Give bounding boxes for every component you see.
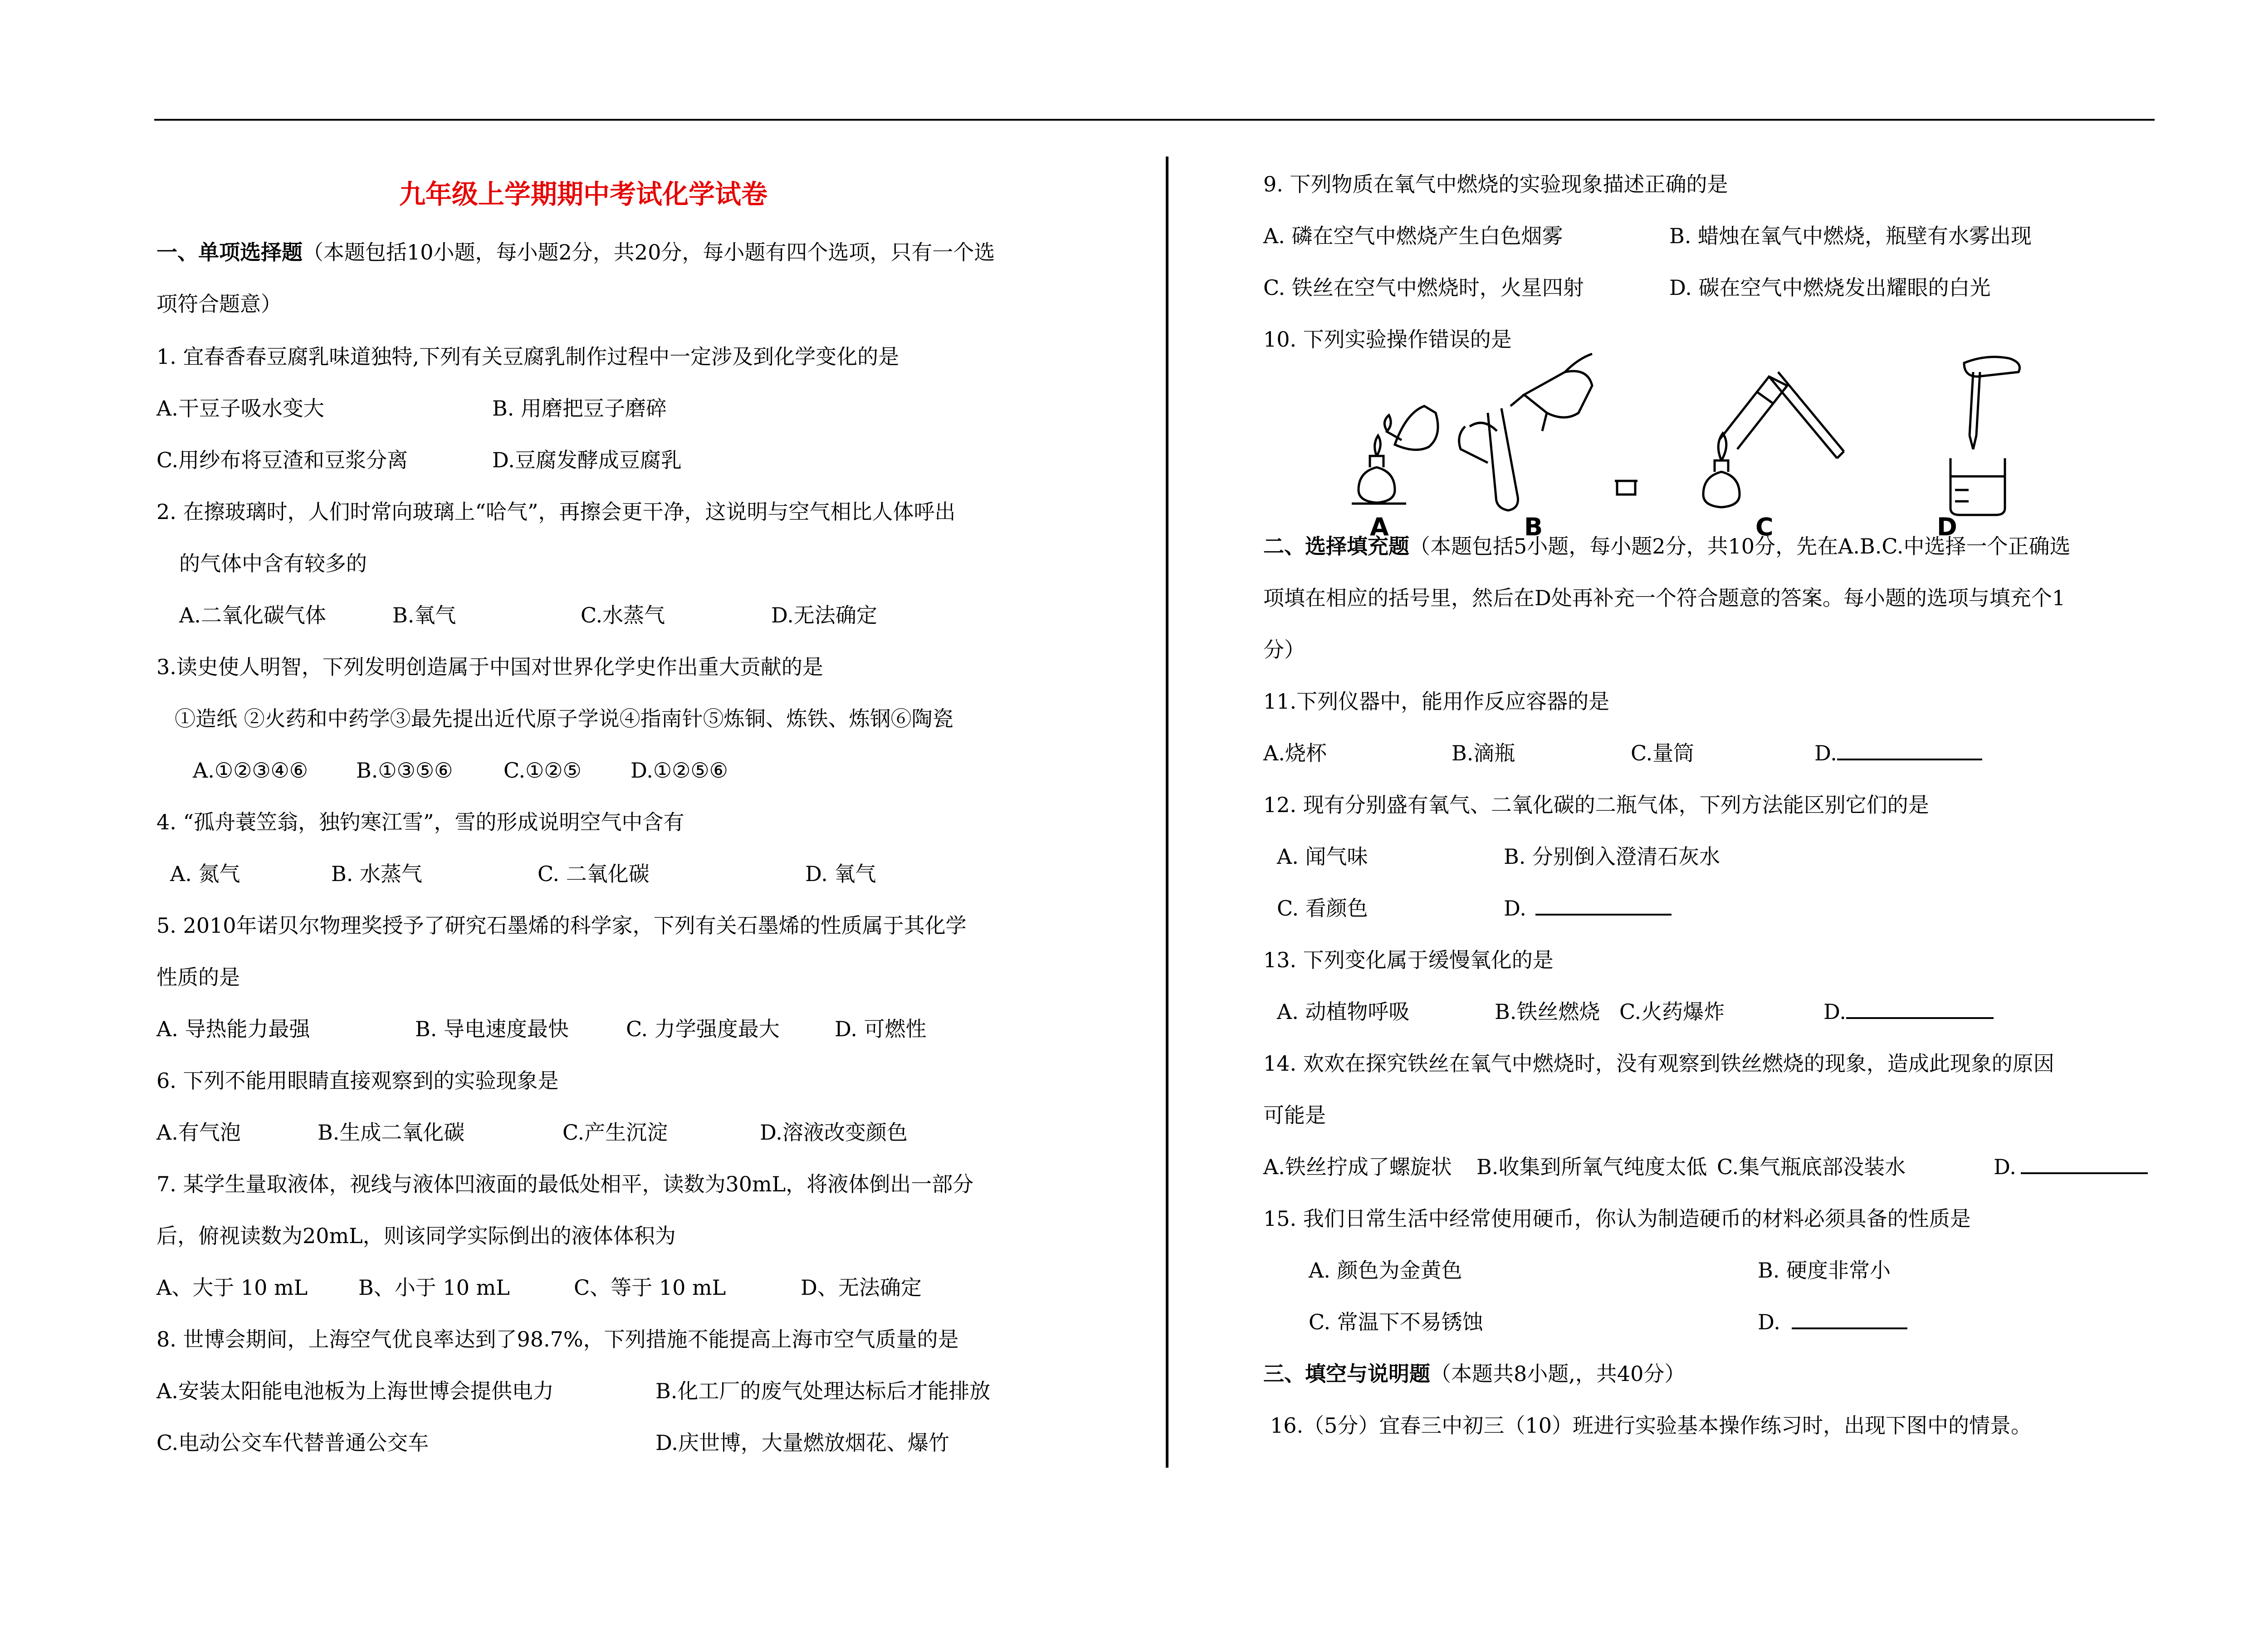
figure-label-c: C: [1755, 513, 1774, 540]
q12-answer-blank[interactable]: [1535, 896, 1672, 916]
q1-option-b: B. 用磨把豆子磨碎: [492, 396, 667, 421]
q12-option-a: A. 闻气味: [1277, 844, 1368, 869]
q12-option-c: C. 看颜色: [1277, 896, 1368, 921]
q2-option-c: C.水蒸气: [581, 603, 665, 627]
section1-heading-line: [156, 239, 995, 266]
q5-option-a: A. 导热能力最强: [156, 1017, 310, 1041]
q4-option-d: D. 氧气: [805, 862, 876, 886]
figure-a-alcohol-lamps: [1352, 406, 1438, 504]
q9-option-a: A. 磷在空气中燃烧产生白色烟雾: [1263, 224, 1563, 248]
figure-b-pouring-liquid: [1459, 354, 1637, 510]
q13-answer-blank[interactable]: [1846, 999, 1994, 1019]
q7-stem-2: 后，俯视读数为20mL，则该同学实际倒出的液体体积为: [156, 1224, 676, 1248]
q11-option-a: A.烧杯: [1263, 741, 1327, 765]
q14-answer-blank[interactable]: [2021, 1154, 2148, 1174]
q3-stem: 3.读史使人明智，下列发明创造属于中国对世界化学史作出重大贡献的是: [156, 655, 823, 679]
q3-items: ①造纸 ②火药和中药学③最先提出近代原子学说④指南针⑤炼铜、炼铁、炼钢⑥陶瓷: [175, 706, 953, 731]
q10-stem: 10. 下列实验操作错误的是: [1263, 327, 1512, 352]
q4-option-a: A. 氮气: [170, 862, 240, 886]
q11-option-b: B.滴瓶: [1452, 741, 1515, 765]
q13-option-c: C.火药爆炸: [1619, 999, 1725, 1024]
q1-option-c: C.用纱布将豆渣和豆浆分离: [156, 448, 408, 472]
q15-option-a: A. 颜色为金黄色: [1309, 1258, 1462, 1283]
q6-option-a: A.有气泡: [156, 1120, 241, 1145]
top-rule: [154, 119, 2155, 121]
q10-lab-figure: [1352, 345, 2059, 540]
q2-stem-1: 2. 在擦玻璃时，人们时常向玻璃上“哈气”，再擦会更干净，这说明与空气相比人体呼出: [156, 500, 956, 524]
q3-option-a: A.①②③④⑥: [193, 758, 308, 783]
q15-option-d: [1758, 1308, 1907, 1336]
q9-option-d: D. 碳在空气中燃烧发出耀眼的白光: [1669, 275, 1991, 300]
q1-stem: 1. 宜春香春豆腐乳味道独特,下列有关豆腐乳制作过程中一定涉及到化学变化的是: [156, 344, 899, 369]
q15-option-d-label: D.: [1758, 1310, 1780, 1334]
section2-heading-line: [1263, 533, 2071, 560]
q11-option-d: [1814, 740, 1982, 767]
q14-option-d-label: D.: [1994, 1155, 2016, 1179]
section3-heading-line: [1263, 1360, 1685, 1387]
section3-desc: （本题共8小题,，共40分）: [1430, 1362, 1686, 1386]
section1-desc: （本题包括10小题，每小题2分，共20分，每小题有四个选项，只有一个选: [303, 240, 995, 264]
q14-stem-1: 14. 欢欢在探究铁丝在氧气中燃烧时，没有观察到铁丝燃烧的现象，造成此现象的原因: [1263, 1051, 2054, 1076]
q5-stem-2: 性质的是: [156, 965, 240, 989]
q2-stem-2: 的气体中含有较多的: [179, 551, 367, 576]
q9-option-b: B. 蜡烛在氧气中燃烧，瓶壁有水雾出现: [1669, 224, 2032, 248]
q3-option-b: B.①③⑤⑥: [356, 758, 453, 783]
q13-stem: 13. 下列变化属于缓慢氧化的是: [1263, 948, 1554, 972]
q5-option-b: B. 导电速度最快: [415, 1017, 569, 1041]
q11-option-c: C.量筒: [1631, 741, 1695, 765]
q7-option-c: C、等于 10 mL: [574, 1275, 726, 1300]
q11-stem: 11.下列仪器中，能用作反应容器的是: [1263, 689, 1610, 714]
q11-answer-blank[interactable]: [1837, 740, 1982, 760]
q12-option-b: B. 分别倒入澄清石灰水: [1504, 844, 1721, 869]
q6-stem: 6. 下列不能用眼睛直接观察到的实验现象是: [156, 1068, 559, 1093]
section2-desc-2: 项填在相应的括号里，然后在D处再补充一个符合题意的答案。每小题的选项与填充个1: [1263, 586, 2066, 610]
q6-option-d: D.溶液改变颜色: [760, 1120, 908, 1145]
figure-d-dropper-beaker: [1950, 357, 2020, 515]
q15-answer-blank[interactable]: [1792, 1309, 1907, 1329]
q5-option-d: D. 可燃性: [835, 1017, 927, 1041]
section1-desc-2: 项符合题意）: [156, 292, 282, 316]
q3-option-d: D.①②⑤⑥: [631, 758, 728, 783]
column-divider: [1166, 157, 1168, 1468]
figure-c-heating-tube: [1703, 372, 1844, 507]
figure-label-a: A: [1370, 513, 1389, 540]
section2-heading: 二、选择填充题: [1263, 534, 1409, 558]
q8-option-a: A.安装太阳能电池板为上海世博会提供电力: [156, 1379, 554, 1403]
q7-option-d: D、无法确定: [801, 1275, 922, 1300]
q8-option-c: C.电动公交车代替普通公交车: [156, 1430, 429, 1455]
q13-option-d: [1823, 998, 1994, 1025]
q13-option-b: B.铁丝燃烧: [1495, 999, 1600, 1024]
q9-option-c: C. 铁丝在空气中燃烧时，火星四射: [1263, 275, 1584, 300]
section2-desc-3: 分）: [1263, 637, 1305, 662]
q3-option-c: C.①②⑤: [503, 758, 582, 783]
q6-option-b: B.生成二氧化碳: [318, 1120, 465, 1145]
q5-option-c: C. 力学强度最大: [626, 1017, 780, 1041]
q16-stem: 16.（5分）宜春三中初三（10）班进行实验基本操作练习时，出现下图中的情景。: [1270, 1413, 2032, 1438]
q14-stem-2: 可能是: [1263, 1103, 1326, 1127]
q6-option-c: C.产生沉淀: [562, 1120, 668, 1145]
q12-option-d-label: D.: [1504, 896, 1526, 921]
q15-option-c: C. 常温下不易锈蚀: [1309, 1310, 1483, 1334]
q2-option-b: B.氧气: [392, 603, 456, 627]
q15-stem: 15. 我们日常生活中经常使用硬币，你认为制造硬币的材料必须具备的性质是: [1263, 1206, 1971, 1231]
q12-stem: 12. 现有分别盛有氧气、二氧化碳的二瓶气体，下列方法能区别它们的是: [1263, 793, 1929, 817]
q14-option-c: C.集气瓶底部没装水: [1717, 1155, 1906, 1179]
q8-option-b: B.化工厂的废气处理达标后才能排放: [655, 1379, 991, 1403]
section1-heading: 一、单项选择题: [156, 240, 303, 264]
q14-option-d: [1994, 1153, 2148, 1180]
q15-option-b: B. 硬度非常小: [1758, 1258, 1891, 1283]
exam-title: 九年级上学期期中考试化学试卷: [399, 179, 768, 210]
q7-option-b: B、小于 10 mL: [358, 1275, 510, 1300]
section2-desc: （本题包括5小题，每小题2分，共10分，先在A.B.C.中选择一个正确选: [1409, 534, 2071, 558]
q7-stem-1: 7. 某学生量取液体，视线与液体凹液面的最低处相平，读数为30mL，将液体倒出一部分: [156, 1172, 974, 1196]
q5-stem-1: 5. 2010年诺贝尔物理奖授予了研究石墨烯的科学家，下列有关石墨烯的性质属于其化学: [156, 913, 967, 938]
q1-option-a: A.干豆子吸水变大: [156, 396, 324, 421]
figure-label-b: B: [1524, 513, 1543, 540]
q4-stem: 4. “孤舟蓑笠翁，独钓寒江雪”，雪的形成说明空气中含有: [156, 810, 684, 834]
q12-option-d: [1504, 895, 1672, 922]
q14-option-a: A.铁丝拧成了螺旋状: [1263, 1155, 1452, 1179]
q14-option-b: B.收集到所氧气纯度太低: [1476, 1155, 1707, 1179]
q9-stem: 9. 下列物质在氧气中燃烧的实验现象描述正确的是: [1263, 172, 1728, 196]
q2-option-d: D.无法确定: [771, 603, 877, 627]
q1-option-d: D.豆腐发酵成豆腐乳: [492, 448, 682, 472]
q7-option-a: A、大于 10 mL: [156, 1275, 308, 1300]
figure-label-d: D: [1937, 513, 1957, 540]
q8-option-d: D.庆世博，大量燃放烟花、爆竹: [655, 1430, 949, 1455]
q13-option-a: A. 动植物呼吸: [1277, 999, 1410, 1024]
q2-option-a: A.二氧化碳气体: [179, 603, 326, 627]
q11-option-d-label: D.: [1814, 741, 1837, 765]
q8-stem: 8. 世博会期间，上海空气优良率达到了98.7%，下列措施不能提高上海市空气质量的是: [156, 1327, 959, 1352]
q4-option-b: B. 水蒸气: [331, 862, 423, 886]
q4-option-c: C. 二氧化碳: [538, 862, 650, 886]
q13-option-d-label: D.: [1823, 999, 1846, 1024]
section3-heading: 三、填空与说明题: [1263, 1362, 1430, 1386]
